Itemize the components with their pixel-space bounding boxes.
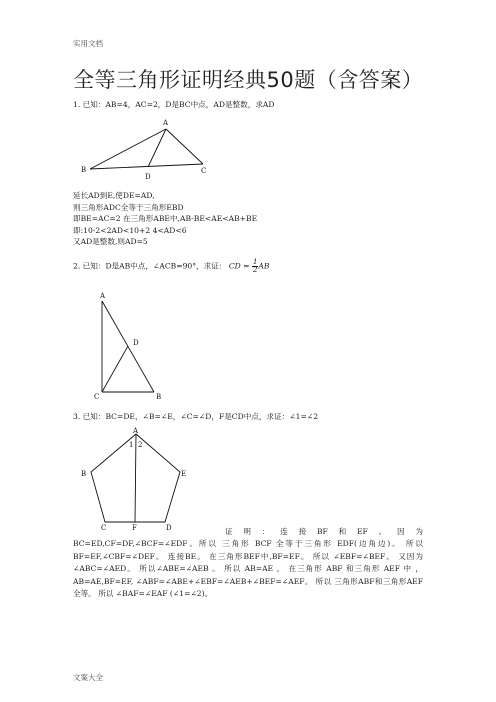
- page-header: 实用文档: [73, 39, 103, 48]
- solution-line: 则三角形ADC全等于三角形EBD: [73, 202, 184, 212]
- problem-3-proof: 证明：连接BF和EF。因为 BC=ED,CF=DF,∠BCF=∠EDF。所以 三角形 BCF 全等于三角形 EDF(边角边)。 所以 BF=EF,∠CBF=∠DEF。 连接BE。 在三角形BEF中,BF=EF。 所以 ∠EBF=∠BEF。 又因为 ∠ABC=∠AED。 所以∠ABE=∠AEB 。 所以 AB=AE 。 在三角形 ABF 和三角形 AEF 中 ，AB=AE,BF=EF, ∠ABF=∠ABE+∠EBF=∠AEB+∠BEF=∠AEF。 所以 三角形ABF和三角形AEF全等。 所以 ∠BAF=∠EAF (∠1=∠2)。: [73, 527, 423, 599]
- label-angle-1: 1: [129, 441, 134, 449]
- right-triangle-figure: [92, 288, 172, 403]
- triangle-abc-lines: [90, 129, 203, 169]
- question-text: 2. 已知：D是AB中点，∠ACB=90°，求证：: [73, 261, 227, 271]
- label-a: A: [163, 119, 169, 127]
- problem-1-solution: [73, 190, 373, 248]
- label-d: D: [145, 173, 151, 181]
- label-b: B: [81, 166, 87, 174]
- label-b: B: [81, 470, 87, 478]
- problem-2-question: [73, 259, 269, 274]
- label-a: A: [133, 427, 139, 435]
- fraction-denominator: 2: [252, 266, 258, 274]
- pentagon-lines: [91, 434, 180, 522]
- page-title: 全等三角形证明经典50题（含答案）: [73, 68, 424, 92]
- problem-3-question: 3. 已知：BC=DE，∠B=∠E，∠C=∠D，F是CD中点，求证：∠1=∠2: [73, 412, 319, 421]
- label-a: A: [100, 292, 106, 300]
- label-d: D: [133, 339, 139, 347]
- formula-rhs: AB: [258, 261, 270, 271]
- formula-lhs: CD: [228, 261, 241, 271]
- label-c: C: [101, 524, 107, 532]
- solution-line: 又AD是整数,则AD=5: [73, 237, 148, 247]
- right-triangle-lines: [102, 301, 154, 392]
- label-d: D: [166, 524, 172, 532]
- fraction-numerator: 1: [252, 258, 258, 266]
- label-e: E: [181, 470, 187, 478]
- pentagon-figure: [80, 424, 200, 536]
- formula-eq: =: [240, 261, 252, 271]
- page-footer: 文案大全: [73, 673, 103, 682]
- label-b: B: [156, 393, 162, 401]
- problem-1-question: 1. 已知：AB=4，AC=2，D是BC中点，AD是整数，求AD: [73, 100, 275, 109]
- solution-line: 即:10-2<2AD<10+2 4<AD<6: [73, 225, 187, 235]
- label-angle-2: 2: [138, 441, 143, 449]
- label-c: C: [94, 393, 100, 401]
- solution-line: 即BE=AC=2 在三角形ABE中,AB-BE<AE<AB+BE: [73, 214, 258, 224]
- triangle-abc-figure: [75, 112, 215, 182]
- solution-line: 延长AD到E,使DE=AD,: [73, 191, 155, 200]
- label-f: F: [132, 524, 137, 532]
- label-c: C: [201, 167, 207, 175]
